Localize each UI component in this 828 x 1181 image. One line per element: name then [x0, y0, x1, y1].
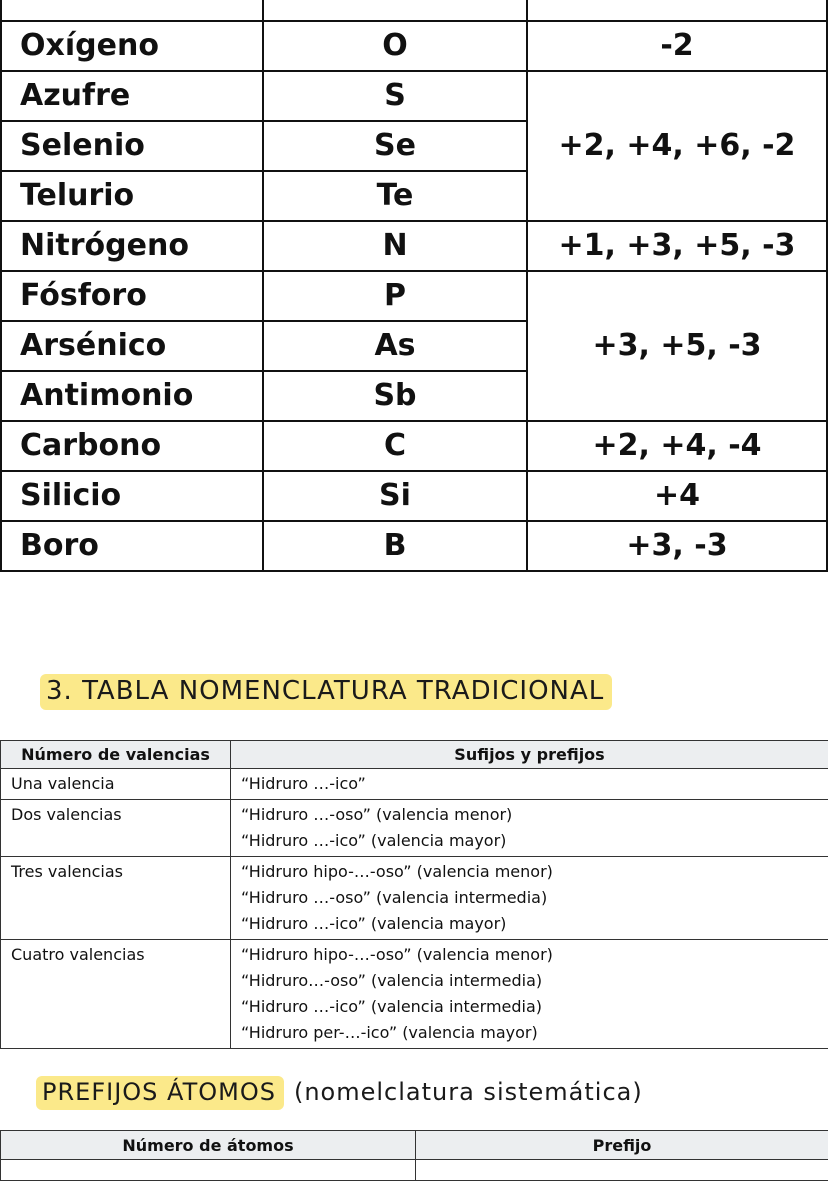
suffix-line: “Hidruro …-ico” (valencia mayor): [241, 911, 818, 937]
column-header: Número de valencias: [1, 741, 231, 769]
nomenclature-table: [0, 740, 828, 1049]
element-symbol: [263, 0, 527, 21]
element-valences: +3, -3: [527, 521, 827, 571]
atom-count: [1, 1160, 416, 1181]
valence-count: Tres valencias: [1, 857, 231, 940]
table-row: [1, 521, 827, 571]
column-header: Sufijos y prefijos: [231, 741, 828, 769]
element-symbol: Te: [263, 171, 527, 221]
suffix-line: “Hidruro per-…-ico” (valencia mayor): [241, 1020, 818, 1046]
section-title: 3. TABLA NOMENCLATURA TRADICIONAL: [40, 674, 612, 710]
element-name: Antimonio: [1, 371, 263, 421]
table-row: [1, 940, 828, 1049]
table-row: [1, 271, 827, 321]
element-valences: +1, +3, +5, -3: [527, 221, 827, 271]
section-heading: [36, 1078, 643, 1106]
column-header: Número de átomos: [1, 1131, 416, 1160]
element-name: Telurio: [1, 171, 263, 221]
table-row: [1, 21, 827, 71]
element-valences: +4: [527, 471, 827, 521]
element-valences: [527, 0, 827, 21]
valence-table: [0, 0, 828, 572]
suffix-line: “Hidruro …-ico” (valencia mayor): [241, 828, 818, 854]
element-valences: -2: [527, 21, 827, 71]
element-name: Arsénico: [1, 321, 263, 371]
element-symbol: Se: [263, 121, 527, 171]
valence-count: Cuatro valencias: [1, 940, 231, 1049]
valence-count: Una valencia: [1, 769, 231, 800]
table-row: [1, 857, 828, 940]
element-symbol: Sb: [263, 371, 527, 421]
element-symbol: O: [263, 21, 527, 71]
element-name: Silicio: [1, 471, 263, 521]
suffix-cell: [231, 857, 828, 940]
element-symbol: P: [263, 271, 527, 321]
table-row: [1, 1160, 828, 1181]
element-symbol: As: [263, 321, 527, 371]
element-valences: +2, +4, +6, -2: [527, 71, 827, 221]
table-row: [1, 0, 827, 21]
suffix-line: “Hidruro…-oso” (valencia intermedia): [241, 968, 818, 994]
table-row: [1, 71, 827, 121]
table-row: [1, 769, 828, 800]
element-symbol: Si: [263, 471, 527, 521]
suffix-cell: [231, 769, 828, 800]
element-name: Nitrógeno: [1, 221, 263, 271]
suffix-line: “Hidruro …-ico”: [241, 771, 818, 797]
element-valences: +2, +4, -4: [527, 421, 827, 471]
element-symbol: S: [263, 71, 527, 121]
table-row: [1, 221, 827, 271]
suffix-line: “Hidruro hipo-…-oso” (valencia menor): [241, 942, 818, 968]
element-name: Boro: [1, 521, 263, 571]
prefix-table: [0, 1130, 828, 1181]
element-name: [1, 0, 263, 21]
element-symbol: B: [263, 521, 527, 571]
suffix-line: “Hidruro …-ico” (valencia intermedia): [241, 994, 818, 1020]
section-heading: [40, 676, 612, 706]
element-symbol: C: [263, 421, 527, 471]
table-header-row: [1, 1131, 828, 1160]
element-name: Azufre: [1, 71, 263, 121]
table-row: [1, 471, 827, 521]
element-valences: +3, +5, -3: [527, 271, 827, 421]
prefix-value: [416, 1160, 828, 1181]
element-name: Fósforo: [1, 271, 263, 321]
valence-count: Dos valencias: [1, 800, 231, 857]
section-note: (nomelclatura sistemática): [294, 1078, 643, 1106]
element-name: Selenio: [1, 121, 263, 171]
table-header-row: [1, 741, 828, 769]
suffix-line: “Hidruro hipo-…-oso” (valencia menor): [241, 859, 818, 885]
table-row: [1, 421, 827, 471]
section-title: PREFIJOS ÁTOMOS: [36, 1076, 284, 1110]
table-row: [1, 800, 828, 857]
suffix-cell: [231, 940, 828, 1049]
element-name: Carbono: [1, 421, 263, 471]
suffix-line: “Hidruro …-oso” (valencia menor): [241, 802, 818, 828]
element-symbol: N: [263, 221, 527, 271]
column-header: Prefijo: [416, 1131, 828, 1160]
suffix-cell: [231, 800, 828, 857]
element-name: Oxígeno: [1, 21, 263, 71]
suffix-line: “Hidruro …-oso” (valencia intermedia): [241, 885, 818, 911]
